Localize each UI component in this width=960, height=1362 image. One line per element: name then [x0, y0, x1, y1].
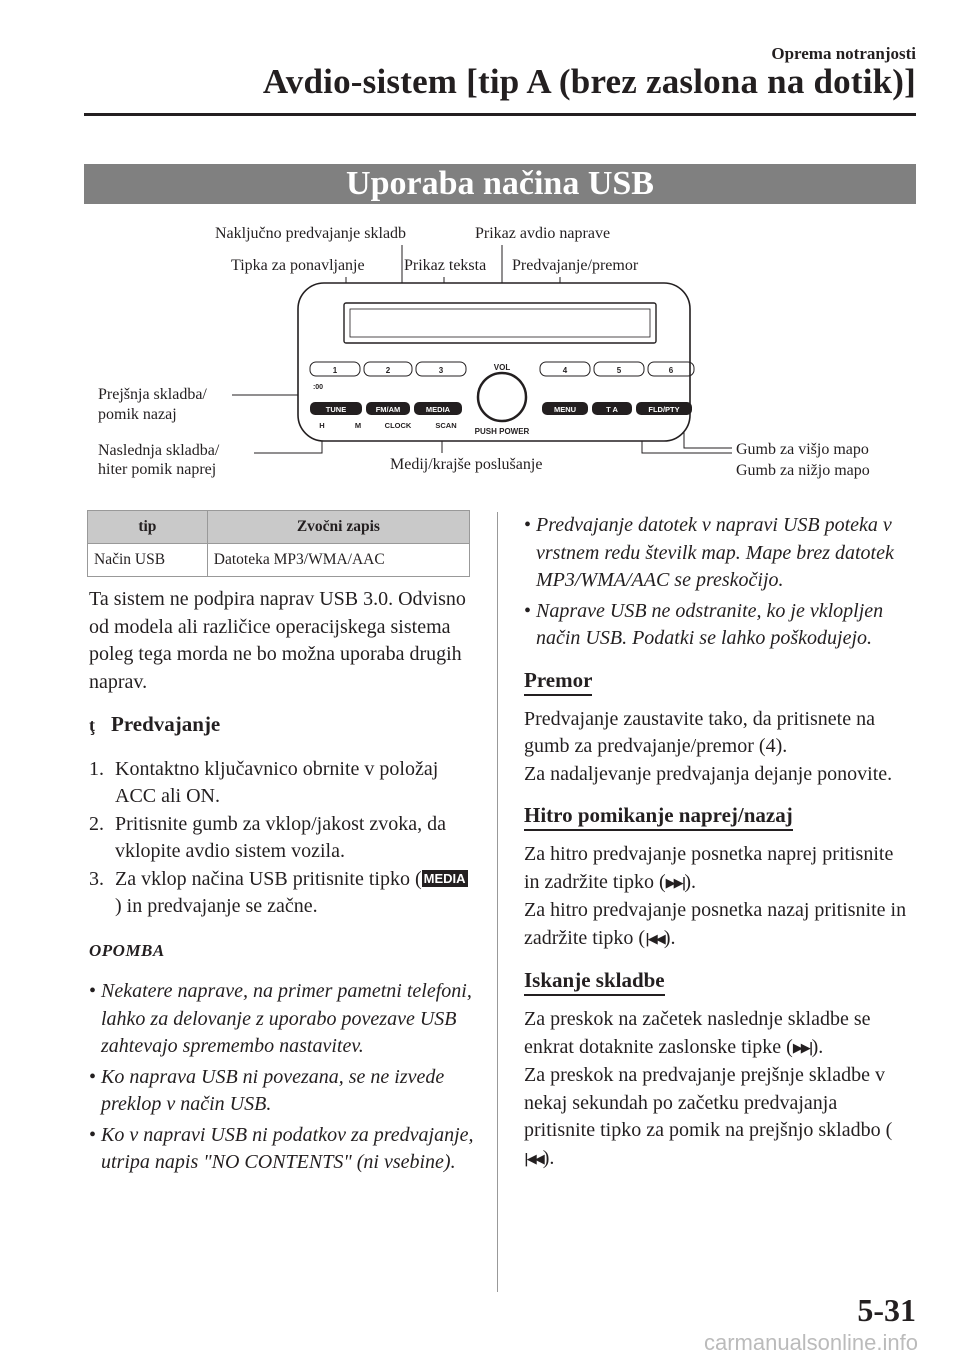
ff-p1-text: Za hitro predvajanje posnetka naprej pritisnite in zadržite tipko (: [524, 843, 894, 893]
ff-paragraph-1: [524, 841, 909, 897]
note-text: Predvajanje datotek v napravi USB poteka v vrstnem redu številk map. Mape brez datotek MP3/WMA/AAC se preskočijo.: [536, 514, 894, 591]
search-heading: Iskanje skladbe: [524, 967, 665, 996]
section-title: Oprema notranjosti: [771, 44, 916, 63]
note-heading: OPOMBA: [89, 940, 165, 960]
bullet-icon: •: [89, 1065, 97, 1088]
ff-p2-text: Za hitro predvajanje posnetka nazaj pritisnite in zadržite tipko (: [524, 899, 907, 949]
step-text: Pritisnite gumb za vklop/jakost zvoka, da vklopite avdio sistem vozila.: [115, 812, 447, 862]
search-paragraph-1: [524, 1006, 909, 1062]
preset-1-label: 1: [332, 366, 338, 375]
note-item: [89, 1122, 474, 1177]
callout-text-display: Prikaz teksta: [404, 257, 487, 274]
note-item: [89, 1064, 474, 1119]
table-header-row: [88, 511, 470, 544]
prev-track-icon: |◀◀: [524, 1151, 543, 1167]
note-text: Naprave USB ne odstranite, ko je vklopljen način USB. Podatki se lahko poškodujejo.: [536, 599, 884, 649]
search-paragraph-2: [524, 1062, 909, 1173]
fast-forward-heading: Hitro pomikanje naprej/nazaj: [524, 802, 793, 831]
note-text: Ko v napravi USB ni podatkov za predvajanje, utripa napis "NO CONTENTS" (ni vsebine).: [101, 1123, 474, 1173]
note-item: [524, 598, 909, 653]
step-list: [89, 756, 474, 921]
header-rule: [84, 113, 916, 116]
callout-play-pause: Predvajanje/premor: [512, 257, 639, 274]
list-item: [89, 756, 474, 811]
note-text: Ko naprava USB ni povezana, se ne izvede preklop v način USB.: [101, 1065, 445, 1115]
search-p2-text: Za preskok na predvajanje prejšnje skladbe v nekaj sekundah po začetku predvajanja pritisnite tipko za pomik na prejšnjo skladbo (: [524, 1064, 893, 1141]
vol-label: VOL: [493, 363, 511, 372]
fld-pty-label: FLD/PTY: [648, 405, 680, 414]
step-number: 2.: [89, 812, 104, 835]
intro-paragraph: Ta sistem ne podpira naprav USB 3.0. Odvisno od modela ali različice operacijskega sistema poleg tega morda ne bo možna uporaba drugih naprav.: [89, 588, 466, 693]
step-text: [115, 866, 474, 921]
note-text: Nekatere naprave, na primer pametni telefoni, lahko za delovanje z uporabo povezave USB zahtevajo spremembo nastavitev.: [101, 980, 472, 1057]
preset-5-label: 5: [616, 366, 622, 375]
table-cell: Način USB: [88, 544, 208, 577]
h-label: H: [319, 421, 325, 430]
step-text: Kontaktno ključavnico obrnite v položaj ACC ali ON.: [115, 757, 439, 807]
callout-folder-down: Gumb za nižjo mapo: [736, 462, 870, 479]
preset-6-label: 6: [668, 366, 674, 375]
pause-paragraph-2: Za nadaljevanje predvajanja dejanje ponovite.: [524, 762, 893, 785]
media-label: MEDIA: [425, 405, 451, 414]
section-mark: ţ: [89, 715, 95, 735]
pause-heading: Premor: [524, 667, 592, 696]
step3-text-a: Za vklop načina USB pritisnite tipko (: [115, 867, 422, 890]
chapter-title: Avdio-sistem [tip A (brez zaslona na dotik)]: [262, 62, 916, 101]
ff-paragraph-2: [524, 897, 909, 953]
pause-paragraph-1: Predvajanje zaustavite tako, da pritisnete na gumb za predvajanje/premor (4).: [524, 707, 875, 757]
search-p2-end: ).: [542, 1146, 555, 1169]
audio-unit-diagram: [84, 215, 916, 490]
play-heading: [89, 711, 474, 740]
usb-format-table: [87, 510, 470, 577]
prev-track-icon: |◀◀: [645, 931, 664, 947]
callout-next-2: hiter pomik naprej: [98, 461, 217, 478]
bullet-icon: •: [524, 599, 532, 622]
note-item: [89, 978, 474, 1061]
step-number: 1.: [89, 757, 104, 780]
bullet-icon: •: [89, 980, 97, 1002]
callout-repeat: Tipka za ponavljanje: [231, 257, 365, 274]
left-column: [89, 586, 474, 1177]
ff-p1-end: ).: [684, 870, 697, 893]
bullet-icon: •: [89, 1123, 97, 1146]
callout-prev-1: Prejšnja skladba/: [98, 386, 207, 403]
preset-4-label: 4: [562, 366, 568, 375]
callout-next-1: Naslednja skladba/: [98, 442, 220, 459]
ta-label: T A: [606, 405, 618, 414]
play-heading-text: Predvajanje: [111, 712, 221, 736]
column-divider: [497, 512, 498, 1292]
right-column: [524, 512, 909, 1173]
table-row: [88, 544, 470, 577]
callout-media: Medij/krajše poslušanje: [390, 456, 543, 473]
table-cell: Datoteka MP3/WMA/AAC: [207, 544, 469, 577]
list-item: [89, 866, 474, 921]
tune-label: TUNE: [325, 405, 347, 414]
callout-shuffle: Naključno predvajanje skladb: [215, 225, 407, 242]
note-item: [524, 512, 909, 595]
table-header: tip: [88, 511, 208, 544]
m-label: M: [354, 421, 362, 430]
callout-folder-up: Gumb za višjo mapo: [736, 441, 869, 458]
table-header: Zvočni zapis: [207, 511, 469, 544]
step-number: 3.: [89, 867, 104, 890]
section-banner: Uporaba načina USB: [84, 164, 916, 204]
fm-am-label: FM/AM: [375, 405, 401, 414]
callout-audio-display: Prikaz avdio naprave: [475, 225, 611, 242]
preset-2-label: 2: [385, 366, 391, 375]
search-p1-text: Za preskok na začetek naslednje skladbe se enkrat dotaknite zaslonske tipke (: [524, 1008, 871, 1058]
menu-label: MENU: [553, 405, 577, 414]
callout-prev-2: pomik nazaj: [98, 406, 177, 423]
next-track-icon: ▶▶|: [665, 875, 685, 891]
clock-sub-label: :00: [312, 384, 324, 391]
watermark: carmanualsonline.info: [703, 1330, 918, 1355]
push-power-label: PUSH POWER: [474, 427, 530, 436]
scan-label: SCAN: [435, 421, 457, 430]
search-p1-end: ).: [811, 1035, 824, 1058]
preset-3-label: 3: [438, 366, 444, 375]
list-item: [89, 811, 474, 866]
clock-label: CLOCK: [384, 421, 412, 430]
page-number: 5-31: [857, 1292, 916, 1328]
ff-p2-end: ).: [663, 926, 676, 949]
media-key-icon: MEDIA: [423, 870, 466, 886]
bullet-icon: •: [524, 514, 532, 536]
step3-text-b: ) in predvajanje se začne.: [115, 895, 318, 917]
next-track-icon: ▶▶|: [792, 1040, 812, 1056]
